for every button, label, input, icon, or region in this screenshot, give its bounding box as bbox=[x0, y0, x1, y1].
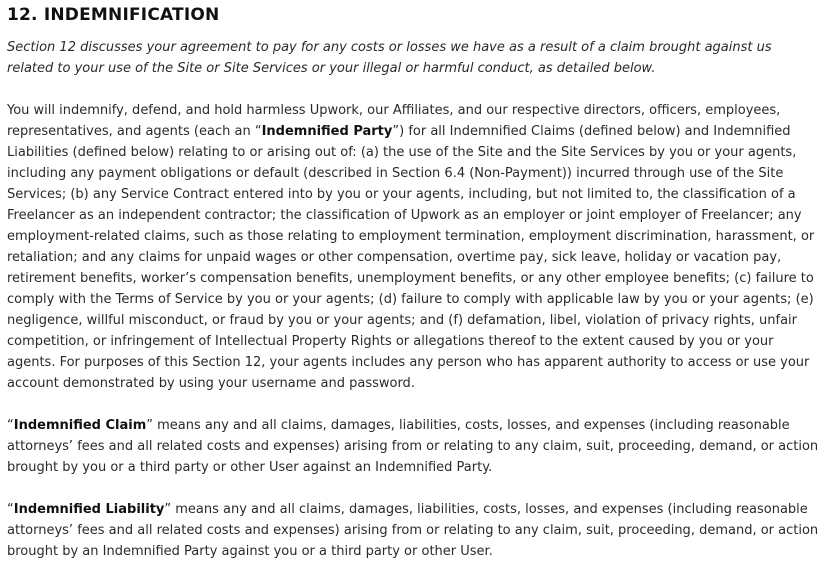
liability-open-quote: “ bbox=[7, 502, 14, 517]
section-summary: Section 12 discusses your agreement to pay for any costs or losses we have as a result of a claim brought against us related to your use of the Site or Site Services or your illegal or harmful conduct, as detailed below. bbox=[7, 40, 772, 76]
indemnified-claim-term: Indemnified Claim bbox=[13, 418, 147, 433]
section-heading: 12. INDEMNIFICATION bbox=[7, 5, 220, 25]
claim-open-quote: “ bbox=[7, 418, 14, 433]
indemnified-party-term: Indemnified Party bbox=[261, 124, 393, 139]
indemnified-claim-definition bbox=[7, 415, 819, 478]
indemnity-text-start: You will indemnify, defend, and hold harmless Upwork, our Affiliates, and our respective directors, officers, employees, representatives, and agents (each an “ bbox=[7, 103, 781, 139]
claim-definition-text: ” means any and all claims, damages, liabilities, costs, losses, and expenses (including reasonable attorneys’ fees and all related costs and expenses) arising from or relating to any claim, suit, proceeding, demand, or action brought by you or a third party or other User against an Indemnified Party. bbox=[7, 418, 819, 475]
indemnification-section bbox=[7, 0, 819, 562]
indemnity-paragraph bbox=[7, 100, 819, 394]
liability-definition-text: ” means any and all claims, damages, liabilities, costs, losses, and expenses (including reasonable attorneys’ fees and all related costs and expenses) arising from or relating to any claim, suit, proceeding, demand, or action brought by an Indemnified Party against you or a third party or other User. bbox=[7, 502, 819, 559]
indemnified-liability-term: Indemnified Liability bbox=[13, 502, 165, 517]
indemnity-text-rest: ”) for all Indemnified Claims (defined below) and Indemnified Liabilities (defined below) relating to or arising out of: (a) the use of the Site and the Site Services by you or your agents, including any payment obligations or default (described in Section 6.4 (Non-Payment)) incurred through use of the Site Services; (b) any Service Contract entered into by you or your agents, including, but not limited to, the classification of a Freelancer as an independent contractor; the classification of Upwork as an employer or joint employer of Freelancer; any employment-related claims, such as those relating to employment termination, employment discrimination, harassment, or retaliation; and any claims for unpaid wages or other compensation, overtime pay, sick leave, holiday or vacation pay, retirement benefits, worker’s compensation benefits, unemployment benefits, or any other employee benefits; (c) failure to comply with the Terms of Service by you or your agents; (d) failure to comply with applicable law by you or your agents; (e) negligence, willful misconduct, or fraud by you or your agents; and (f) defamation, libel, violation of privacy rights, unfair competition, or infringement of Intellectual Property Rights or allegations thereof to the extent caused by you or your agents. For purposes of this Section 12, your agents includes any person who has apparent authority to access or use your account demonstrated by using your username and password. bbox=[7, 124, 815, 391]
indemnified-liability-definition bbox=[7, 499, 819, 562]
